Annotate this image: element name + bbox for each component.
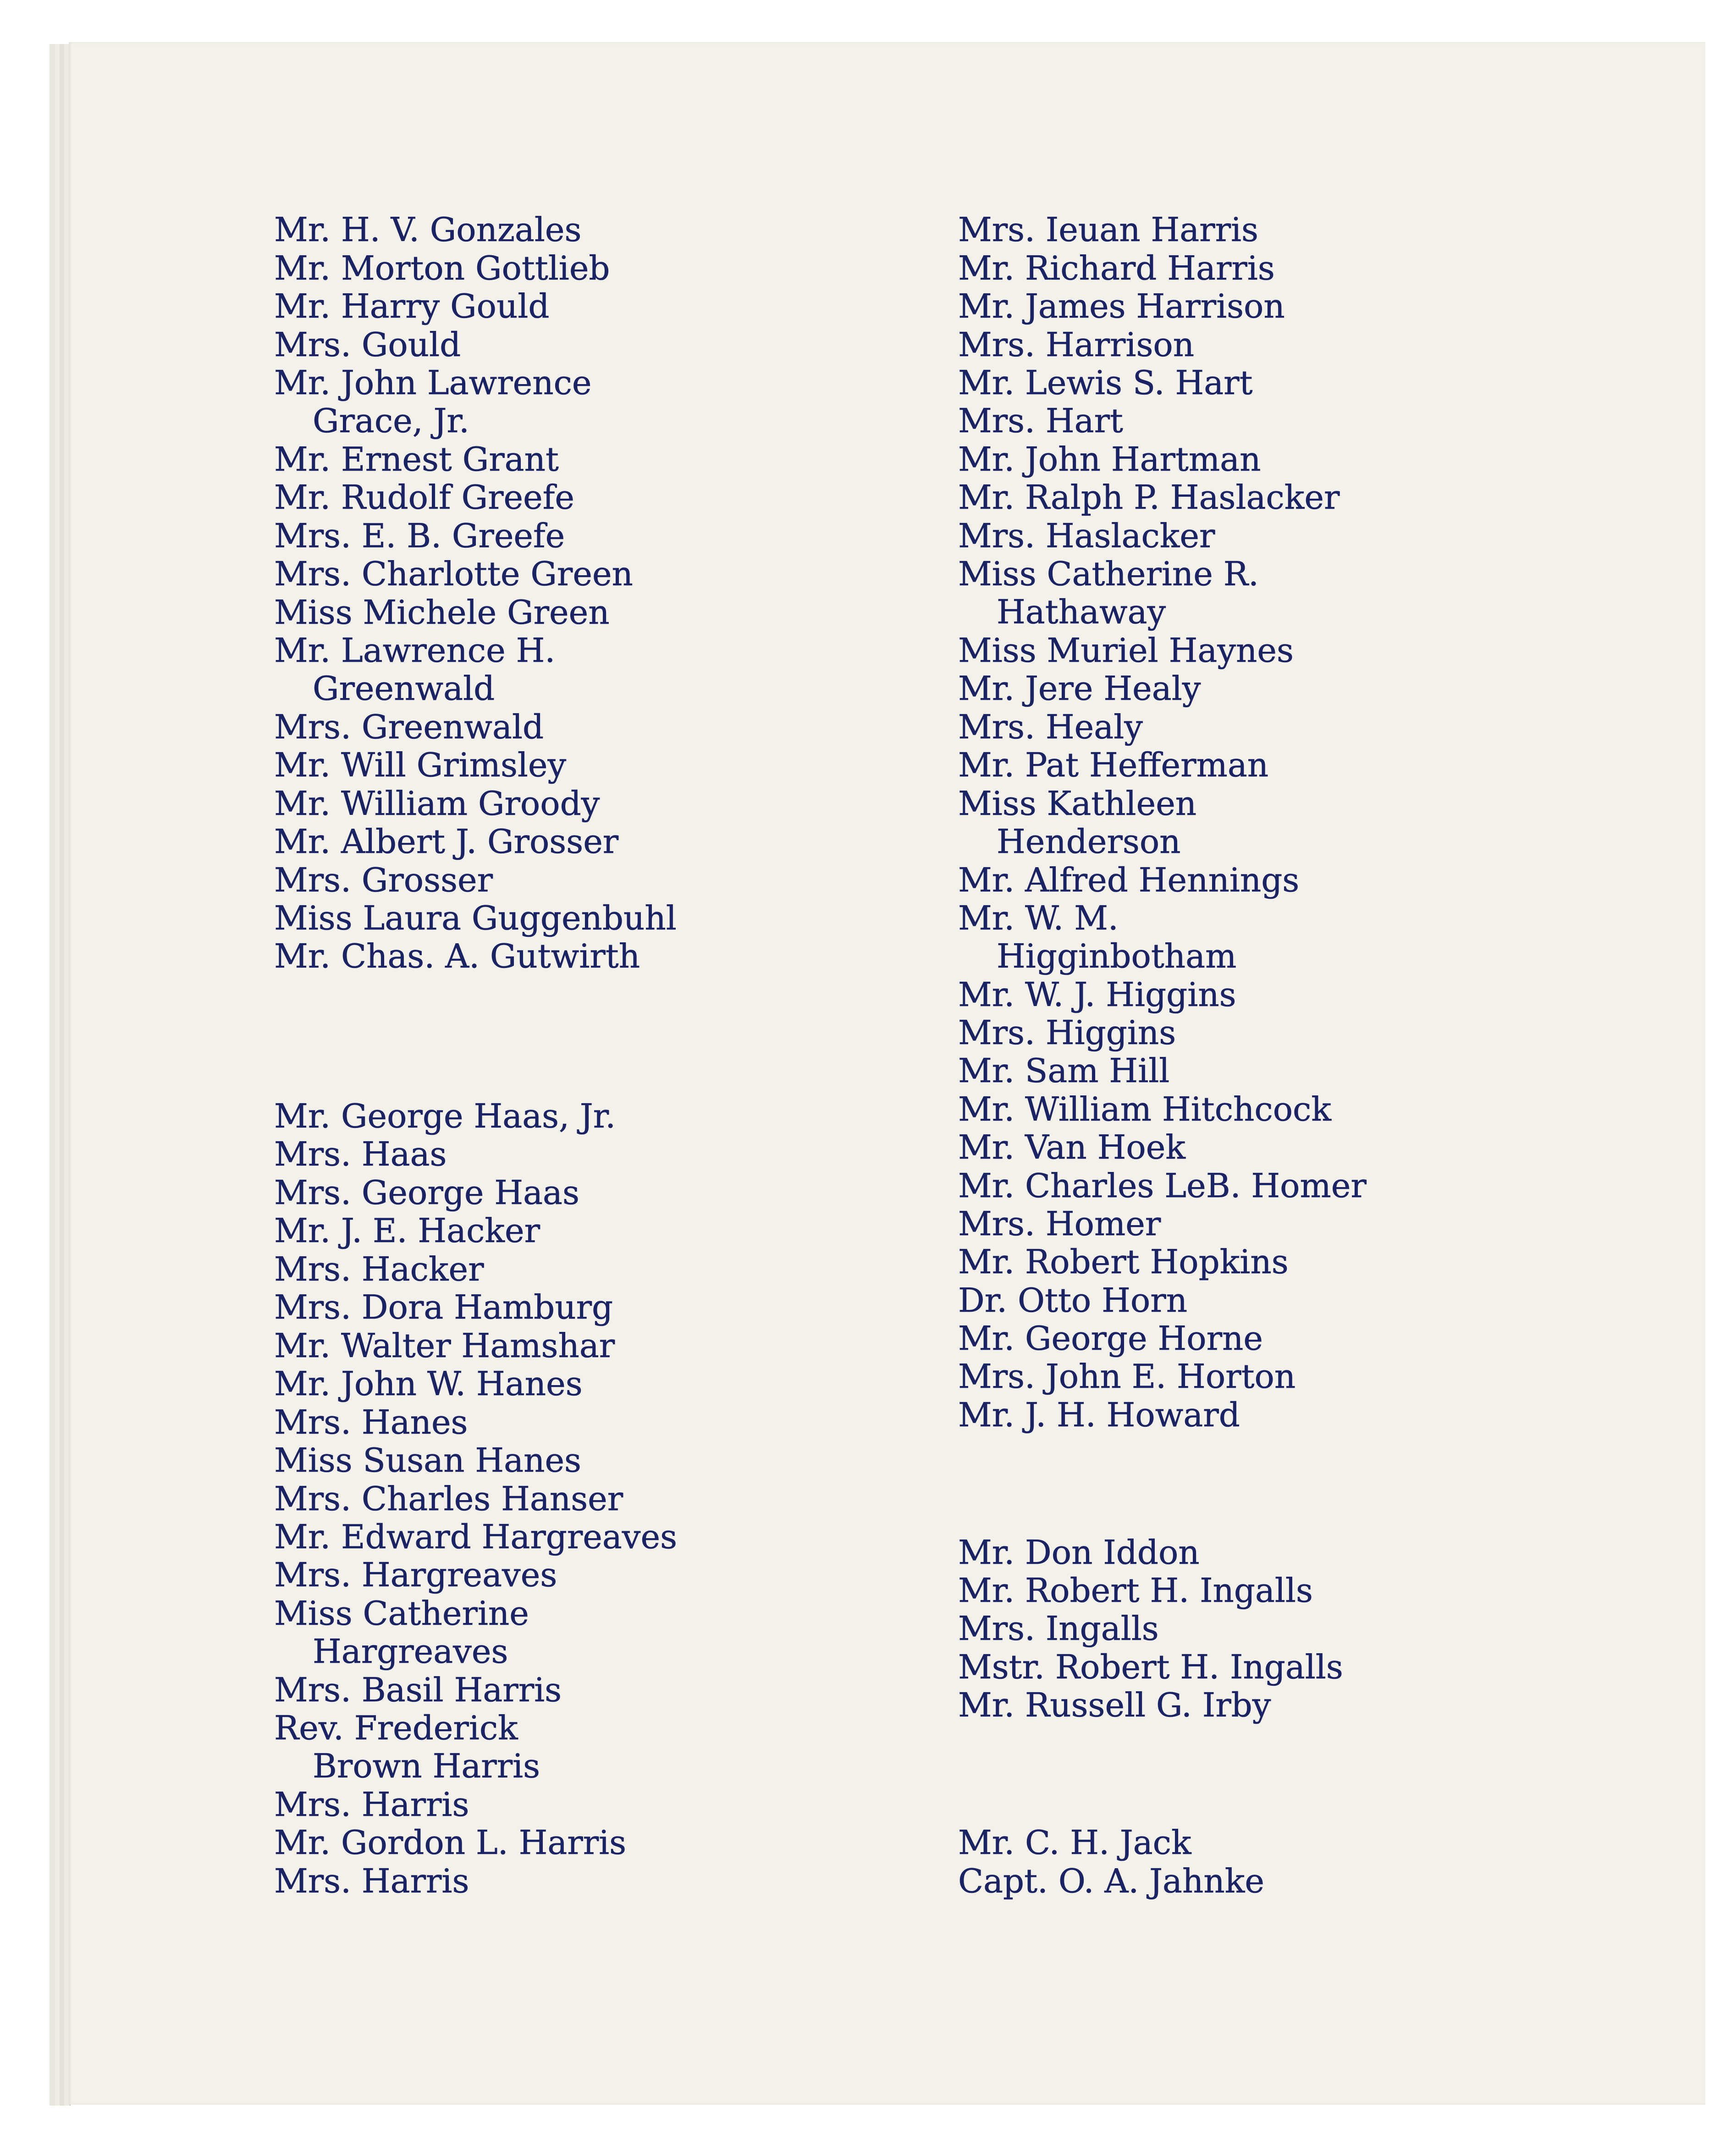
name-entry [274,1671,562,1709]
name-entry [274,1097,616,1135]
name-continuation-line: Hargreaves [313,1632,508,1671]
name-entry [274,1441,582,1480]
name-entry [274,1864,469,1898]
name-entry [958,1013,1176,1052]
name-entry [274,708,544,746]
name-line: Mrs. Healy [958,708,1143,746]
name-line: Mr. Morton Gottlieb [274,249,610,287]
name-entry [274,249,610,287]
name-entry [274,1556,557,1594]
name-line: Mrs. Ingalls [958,1609,1159,1648]
name-entry [958,1243,1289,1281]
name-line: Mrs. Dora Hamburg [274,1288,613,1326]
name-line: Mr. Alfred Hennings [958,861,1300,899]
name-line: Capt. O. A. Jahnke [958,1862,1264,1900]
name-line: Mr. H. V. Gonzales [274,210,582,249]
name-line: Mr. Ralph P. Haslacker [958,478,1340,517]
name-line: Mrs. Harrison [958,325,1195,364]
name-entry [958,1571,1313,1610]
name-entry [274,1823,627,1862]
name-line: Rev. Frederick [274,1709,518,1747]
name-entry [274,1480,623,1518]
name-continuation-line: Brown Harris [313,1747,540,1785]
name-continuation-line: Greenwald [313,669,495,708]
name-continuation-line: Hathaway [997,593,1166,631]
name-entry [958,861,1300,899]
name-line: Mr. Harry Gould [274,287,550,325]
name-continuation-line: Higginbotham [997,937,1237,975]
name-line: Miss Michele Green [274,593,610,632]
name-entry [958,1823,1191,1862]
name-line: Mr. Lewis S. Hart [958,363,1253,402]
name-entry [958,1864,1264,1898]
name-entry [274,517,565,555]
name-entry [274,1288,613,1326]
name-line: Mrs. Hacker [274,1250,484,1288]
name-line: Mr. Will Grimsley [274,746,567,784]
name-line: Mr. J. E. Hacker [274,1211,540,1250]
paper-page [69,42,1705,2105]
name-line: Mrs. Hargreaves [274,1556,557,1594]
name-line: Mrs. Charlotte Green [274,555,633,593]
name-line: Mr. George Horne [958,1319,1263,1358]
name-line: Mr. John Lawrence [274,363,592,402]
name-line: Mr. Charles LeB. Homer [958,1166,1367,1205]
name-line: Mr. Albert J. Grosser [274,822,619,861]
name-entry [958,478,1340,517]
name-entry [274,746,567,784]
name-entry [274,631,556,708]
name-entry [958,517,1215,555]
name-entry [958,1533,1200,1572]
name-line: Mr. Lawrence H. [274,631,556,670]
name-line: Mr. Richard Harris [958,249,1275,287]
name-line: Miss Laura Guggenbuhl [274,899,677,937]
name-entry [274,1211,540,1250]
name-entry [274,440,559,478]
name-entry [958,784,1197,861]
name-line: Mrs. Grosser [274,861,493,899]
name-continuation-line: Henderson [997,822,1181,861]
name-entry [958,363,1253,402]
name-line: Mrs. John E. Horton [958,1357,1296,1396]
name-line: Mr. Edward Hargreaves [274,1518,678,1556]
name-line: Mr. Russell G. Irby [958,1686,1271,1724]
name-entry [274,593,610,632]
name-line: Mrs. Harris [274,1785,469,1824]
name-line: Dr. Otto Horn [958,1281,1188,1320]
name-line: Mr. Ernest Grant [274,440,559,478]
name-entry [274,784,600,823]
name-line: Mr. Walter Hamshar [274,1326,615,1365]
name-entry [274,899,677,937]
name-entry [274,1326,615,1365]
name-entry [958,669,1201,708]
name-line: Mr. William Groody [274,784,600,823]
name-entry [274,478,574,517]
name-line: Mr. Robert H. Ingalls [958,1571,1313,1610]
name-line: Mr. J. H. Howard [958,1396,1240,1434]
name-entry [958,1319,1263,1358]
name-line: Mr. John W. Hanes [274,1364,583,1403]
name-entry [274,363,592,440]
name-entry [274,210,582,249]
name-entry [958,1648,1343,1686]
name-line: Mr. Robert Hopkins [958,1243,1289,1281]
name-line: Mrs. Greenwald [274,708,544,746]
name-entry [274,325,461,364]
name-line: Miss Catherine R. [958,555,1259,593]
name-entry [274,1250,484,1288]
name-entry [274,822,619,861]
name-line: Mr. Jere Healy [958,669,1201,708]
name-line: Mr. Pat Hefferman [958,746,1269,784]
name-line: Mrs. Higgins [958,1013,1176,1052]
name-entry [274,937,640,975]
name-entry [958,1051,1170,1090]
name-entry [274,861,493,899]
name-entry [958,1128,1185,1166]
name-line: Mr. W. M. [958,899,1119,937]
name-entry [958,287,1285,325]
name-line: Mr. James Harrison [958,287,1285,325]
name-line: Mr. Van Hoek [958,1128,1185,1166]
name-entry [958,1609,1159,1648]
name-entry [274,1173,579,1212]
name-entry [958,975,1236,1014]
name-entry [958,402,1123,440]
name-line: Miss Muriel Haynes [958,631,1294,670]
name-line: Mr. Rudolf Greefe [274,478,574,517]
name-entry [274,555,633,593]
name-line: Mrs. Haslacker [958,517,1215,555]
name-line: Miss Catherine [274,1594,529,1633]
name-line: Mr. W. J. Higgins [958,975,1236,1014]
name-entry [274,1403,468,1441]
name-line: Mrs. George Haas [274,1173,579,1212]
name-line: Miss Kathleen [958,784,1197,823]
name-line: Mstr. Robert H. Ingalls [958,1648,1343,1686]
name-line: Mr. C. H. Jack [958,1823,1191,1862]
name-entry [958,210,1258,249]
name-entry [274,1518,678,1556]
name-entry [958,249,1275,287]
name-line: Mrs. Hart [958,402,1123,440]
name-entry [958,325,1195,364]
name-line: Mr. George Haas, Jr. [274,1097,616,1135]
name-entry [958,1396,1240,1434]
name-entry [958,1166,1367,1205]
name-entry [958,1357,1296,1396]
name-line: Mrs. Gould [274,325,461,364]
name-line: Mrs. Basil Harris [274,1671,562,1709]
name-line: Mr. Gordon L. Harris [274,1823,627,1862]
name-entry [274,287,550,325]
name-line: Mrs. Harris [274,1862,469,1900]
name-line: Mrs. Hanes [274,1403,468,1441]
name-entry [958,708,1143,746]
name-entry [274,1785,469,1824]
name-line: Mrs. Charles Hanser [274,1480,623,1518]
name-entry [274,1135,447,1173]
name-continuation-line: Grace, Jr. [313,402,469,440]
name-entry [958,899,1237,975]
name-entry [274,1594,529,1671]
name-line: Mrs. Haas [274,1135,447,1173]
name-line: Mr. John Hartman [958,440,1261,478]
name-line: Mr. Don Iddon [958,1533,1200,1572]
name-line: Mr. Sam Hill [958,1051,1170,1090]
name-entry [958,1688,1271,1722]
name-entry [958,631,1294,670]
name-entry [274,1364,583,1403]
name-line: Mr. Chas. A. Gutwirth [274,937,640,975]
name-entry [958,746,1269,784]
name-line: Mr. William Hitchcock [958,1090,1332,1128]
name-line: Miss Susan Hanes [274,1441,582,1480]
name-entry [958,1090,1332,1128]
name-entry [958,555,1259,631]
name-entry [274,1709,540,1785]
name-entry [958,1281,1188,1320]
name-entry [958,440,1261,478]
name-entry [958,1204,1161,1243]
name-line: Mrs. E. B. Greefe [274,517,565,555]
name-line: Mrs. Ieuan Harris [958,210,1258,249]
name-line: Mrs. Homer [958,1204,1161,1243]
